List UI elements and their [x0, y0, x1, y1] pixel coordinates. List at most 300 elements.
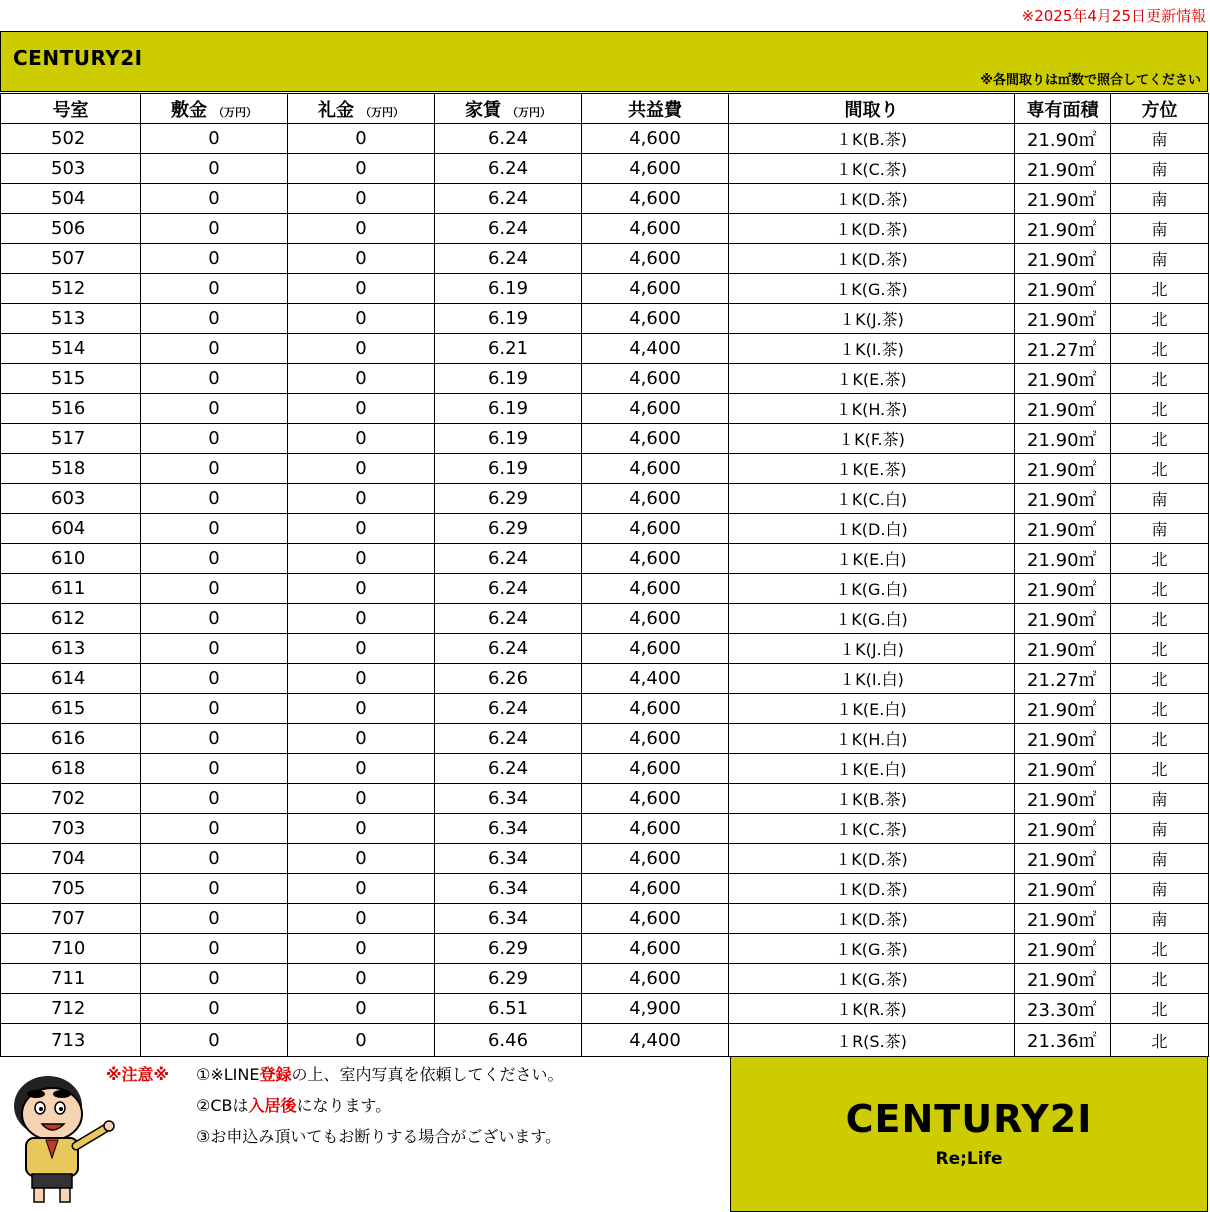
cell-key-money: 0	[288, 454, 435, 484]
cell-direction: 北	[1111, 634, 1209, 664]
table-row	[1, 184, 1209, 214]
cell-area: 21.36㎡	[1015, 1024, 1111, 1057]
table-row	[1, 1024, 1209, 1057]
cell-layout: １K(E.茶)	[729, 364, 1015, 394]
cell-rent: 6.24	[435, 544, 582, 574]
col-header-room	[1, 94, 141, 124]
cell-rent: 6.34	[435, 874, 582, 904]
cell-rent: 6.24	[435, 244, 582, 274]
cell-common-fee: 4,600	[582, 964, 729, 994]
cell-room: 616	[1, 724, 141, 754]
cell-key-money: 0	[288, 514, 435, 544]
cell-key-money: 0	[288, 154, 435, 184]
col-header-layout-label: 間取り	[844, 99, 899, 121]
cell-rent: 6.29	[435, 934, 582, 964]
cell-common-fee: 4,600	[582, 904, 729, 934]
col-header-room-label: 号室	[52, 99, 89, 121]
cell-deposit: 0	[141, 814, 288, 844]
cell-common-fee: 4,600	[582, 214, 729, 244]
cell-direction: 北	[1111, 964, 1209, 994]
cell-deposit: 0	[141, 724, 288, 754]
cell-direction: 南	[1111, 214, 1209, 244]
cell-area: 21.90㎡	[1015, 274, 1111, 304]
cell-area: 21.90㎡	[1015, 754, 1111, 784]
cell-deposit: 0	[141, 1024, 288, 1057]
col-header-deposit	[141, 94, 288, 124]
cell-area: 21.90㎡	[1015, 304, 1111, 334]
cell-deposit: 0	[141, 454, 288, 484]
col-header-deposit-unit: （万円）	[213, 105, 257, 119]
cell-layout: １K(F.茶)	[729, 424, 1015, 454]
cell-room: 704	[1, 844, 141, 874]
cell-room: 710	[1, 934, 141, 964]
cell-common-fee: 4,600	[582, 634, 729, 664]
cell-rent: 6.46	[435, 1024, 582, 1057]
cell-rent: 6.24	[435, 214, 582, 244]
cell-deposit: 0	[141, 274, 288, 304]
cell-area: 21.27㎡	[1015, 664, 1111, 694]
update-date-note: ※2025年4月25日更新情報	[1021, 7, 1206, 25]
cell-deposit: 0	[141, 664, 288, 694]
cell-rent: 6.24	[435, 634, 582, 664]
layout-note: ※各間取りは㎡数で照合してください	[980, 73, 1201, 88]
cell-direction: 北	[1111, 544, 1209, 574]
cell-common-fee: 4,600	[582, 184, 729, 214]
cell-layout: １K(D.茶)	[729, 904, 1015, 934]
cell-room: 618	[1, 754, 141, 784]
table-row	[1, 724, 1209, 754]
cell-key-money: 0	[288, 904, 435, 934]
cell-rent: 6.29	[435, 964, 582, 994]
cell-deposit: 0	[141, 544, 288, 574]
cell-common-fee: 4,600	[582, 814, 729, 844]
cell-room: 516	[1, 394, 141, 424]
cell-layout: １R(S.茶)	[729, 1024, 1015, 1057]
cell-rent: 6.24	[435, 574, 582, 604]
cell-direction: 北	[1111, 364, 1209, 394]
cell-area: 21.90㎡	[1015, 694, 1111, 724]
cell-deposit: 0	[141, 784, 288, 814]
cell-deposit: 0	[141, 304, 288, 334]
cell-direction: 南	[1111, 814, 1209, 844]
notice-2-highlight: 入居後	[248, 1096, 297, 1115]
col-header-rent-label: 家賃	[465, 99, 501, 121]
cell-rent: 6.26	[435, 664, 582, 694]
cell-deposit: 0	[141, 904, 288, 934]
cell-area: 21.90㎡	[1015, 724, 1111, 754]
cell-key-money: 0	[288, 244, 435, 274]
cell-key-money: 0	[288, 874, 435, 904]
cell-layout: １K(J.茶)	[729, 304, 1015, 334]
cell-rent: 6.24	[435, 154, 582, 184]
cell-rent: 6.34	[435, 784, 582, 814]
cell-rent: 6.24	[435, 754, 582, 784]
cell-common-fee: 4,600	[582, 244, 729, 274]
cell-direction: 北	[1111, 664, 1209, 694]
cell-direction: 北	[1111, 424, 1209, 454]
table-row	[1, 904, 1209, 934]
cell-rent: 6.24	[435, 604, 582, 634]
cell-deposit: 0	[141, 514, 288, 544]
cell-room: 512	[1, 274, 141, 304]
cell-direction: 南	[1111, 184, 1209, 214]
cell-key-money: 0	[288, 424, 435, 454]
footer-notice-area	[0, 1056, 730, 1212]
cell-layout: １K(E.白)	[729, 544, 1015, 574]
cell-common-fee: 4,600	[582, 754, 729, 784]
table-body	[1, 124, 1209, 1057]
cell-rent: 6.24	[435, 124, 582, 154]
cell-deposit: 0	[141, 754, 288, 784]
cell-room: 503	[1, 154, 141, 184]
cell-direction: 北	[1111, 754, 1209, 784]
cell-common-fee: 4,600	[582, 784, 729, 814]
cell-layout: １K(G.茶)	[729, 934, 1015, 964]
cell-layout: １K(C.白)	[729, 484, 1015, 514]
cell-key-money: 0	[288, 574, 435, 604]
table-row	[1, 454, 1209, 484]
caution-label: ※注意※	[106, 1065, 170, 1084]
notice-1-text-b: の上、室内写真を依頼してください。	[291, 1065, 564, 1084]
table-row	[1, 364, 1209, 394]
table-row	[1, 784, 1209, 814]
table-row	[1, 244, 1209, 274]
cell-common-fee: 4,600	[582, 694, 729, 724]
cell-layout: １K(D.茶)	[729, 244, 1015, 274]
cell-room: 507	[1, 244, 141, 274]
table-row	[1, 304, 1209, 334]
col-header-deposit-label: 敷金	[171, 99, 207, 121]
cell-deposit: 0	[141, 604, 288, 634]
cell-direction: 北	[1111, 274, 1209, 304]
col-header-common-fee	[582, 94, 729, 124]
cell-room: 504	[1, 184, 141, 214]
col-header-area-label: 専有面積	[1026, 99, 1099, 121]
cell-common-fee: 4,600	[582, 154, 729, 184]
notice-line-2	[196, 1093, 391, 1116]
cell-room: 603	[1, 484, 141, 514]
footer-tagline: Re;Life	[935, 1149, 1003, 1169]
cell-area: 21.90㎡	[1015, 844, 1111, 874]
cell-layout: １K(B.茶)	[729, 784, 1015, 814]
cell-common-fee: 4,600	[582, 724, 729, 754]
cell-key-money: 0	[288, 724, 435, 754]
notice-2-text-a: ②CBは	[196, 1096, 249, 1115]
cell-area: 21.90㎡	[1015, 454, 1111, 484]
cell-room: 502	[1, 124, 141, 154]
cell-rent: 6.19	[435, 274, 582, 304]
table-row	[1, 994, 1209, 1024]
cell-room: 612	[1, 604, 141, 634]
cell-layout: １K(G.白)	[729, 604, 1015, 634]
cell-room: 707	[1, 904, 141, 934]
col-header-area	[1015, 94, 1111, 124]
cell-room: 517	[1, 424, 141, 454]
cell-room: 615	[1, 694, 141, 724]
cell-direction: 南	[1111, 844, 1209, 874]
cell-rent: 6.24	[435, 724, 582, 754]
table-row	[1, 154, 1209, 184]
table-row	[1, 814, 1209, 844]
cell-direction: 南	[1111, 124, 1209, 154]
notice-line-3: ③お申込み頂いてもお断りする場合がございます。	[196, 1127, 562, 1146]
table-row	[1, 514, 1209, 544]
cell-room: 513	[1, 304, 141, 334]
cell-rent: 6.24	[435, 184, 582, 214]
cell-room: 613	[1, 634, 141, 664]
cell-key-money: 0	[288, 334, 435, 364]
cell-direction: 北	[1111, 934, 1209, 964]
cell-direction: 北	[1111, 454, 1209, 484]
cell-direction: 北	[1111, 574, 1209, 604]
cell-deposit: 0	[141, 424, 288, 454]
cell-area: 21.90㎡	[1015, 364, 1111, 394]
cell-key-money: 0	[288, 544, 435, 574]
table-row	[1, 124, 1209, 154]
table-row	[1, 754, 1209, 784]
cell-key-money: 0	[288, 274, 435, 304]
cell-area: 21.90㎡	[1015, 544, 1111, 574]
cell-common-fee: 4,600	[582, 604, 729, 634]
cell-direction: 北	[1111, 604, 1209, 634]
cell-key-money: 0	[288, 994, 435, 1024]
cell-room: 611	[1, 574, 141, 604]
cell-room: 518	[1, 454, 141, 484]
cell-area: 21.90㎡	[1015, 184, 1111, 214]
cell-area: 21.90㎡	[1015, 814, 1111, 844]
cell-key-money: 0	[288, 394, 435, 424]
cell-rent: 6.19	[435, 454, 582, 484]
cell-direction: 北	[1111, 694, 1209, 724]
cell-layout: １K(B.茶)	[729, 124, 1015, 154]
cell-room: 515	[1, 364, 141, 394]
cell-rent: 6.51	[435, 994, 582, 1024]
cell-deposit: 0	[141, 334, 288, 364]
cell-area: 21.90㎡	[1015, 634, 1111, 664]
cell-key-money: 0	[288, 754, 435, 784]
cell-direction: 北	[1111, 724, 1209, 754]
notice-2-text-b: になります。	[296, 1096, 392, 1115]
cell-key-money: 0	[288, 664, 435, 694]
cell-room: 614	[1, 664, 141, 694]
cell-area: 21.27㎡	[1015, 334, 1111, 364]
cell-common-fee: 4,600	[582, 364, 729, 394]
table-row	[1, 544, 1209, 574]
cell-common-fee: 4,900	[582, 994, 729, 1024]
cell-deposit: 0	[141, 484, 288, 514]
cell-common-fee: 4,600	[582, 874, 729, 904]
cell-key-money: 0	[288, 184, 435, 214]
cell-area: 21.90㎡	[1015, 124, 1111, 154]
cell-direction: 南	[1111, 514, 1209, 544]
col-header-direction	[1111, 94, 1209, 124]
cell-area: 21.90㎡	[1015, 964, 1111, 994]
header-banner	[0, 31, 1208, 92]
cell-common-fee: 4,600	[582, 514, 729, 544]
cell-common-fee: 4,600	[582, 274, 729, 304]
cell-key-money: 0	[288, 964, 435, 994]
cell-deposit: 0	[141, 934, 288, 964]
table-row	[1, 574, 1209, 604]
table-row	[1, 484, 1209, 514]
cell-room: 712	[1, 994, 141, 1024]
cell-key-money: 0	[288, 124, 435, 154]
cell-deposit: 0	[141, 154, 288, 184]
cell-direction: 北	[1111, 1024, 1209, 1057]
cell-key-money: 0	[288, 634, 435, 664]
cell-common-fee: 4,600	[582, 844, 729, 874]
cell-deposit: 0	[141, 994, 288, 1024]
cell-direction: 北	[1111, 994, 1209, 1024]
cell-key-money: 0	[288, 604, 435, 634]
cell-deposit: 0	[141, 244, 288, 274]
col-header-key-money	[288, 94, 435, 124]
cell-common-fee: 4,400	[582, 664, 729, 694]
table-row	[1, 634, 1209, 664]
cell-common-fee: 4,400	[582, 1024, 729, 1057]
cell-area: 21.90㎡	[1015, 784, 1111, 814]
table-row	[1, 694, 1209, 724]
cell-key-money: 0	[288, 934, 435, 964]
cell-rent: 6.34	[435, 904, 582, 934]
cell-common-fee: 4,600	[582, 424, 729, 454]
cell-rent: 6.24	[435, 694, 582, 724]
cell-room: 711	[1, 964, 141, 994]
cell-layout: １K(G.茶)	[729, 964, 1015, 994]
col-header-rent-unit: （万円）	[507, 105, 551, 119]
cell-area: 21.90㎡	[1015, 214, 1111, 244]
cell-direction: 南	[1111, 484, 1209, 514]
cell-area: 21.90㎡	[1015, 514, 1111, 544]
cell-key-money: 0	[288, 694, 435, 724]
cell-key-money: 0	[288, 364, 435, 394]
cell-key-money: 0	[288, 304, 435, 334]
cell-room: 506	[1, 214, 141, 244]
cell-layout: １K(C.茶)	[729, 814, 1015, 844]
table-row	[1, 334, 1209, 364]
cell-direction: 南	[1111, 874, 1209, 904]
cell-room: 702	[1, 784, 141, 814]
cell-key-money: 0	[288, 484, 435, 514]
cell-room: 703	[1, 814, 141, 844]
cell-rent: 6.34	[435, 844, 582, 874]
cell-deposit: 0	[141, 124, 288, 154]
brand-logo: CENTURY2Ⅰ	[13, 46, 143, 70]
cell-rent: 6.19	[435, 304, 582, 334]
cell-deposit: 0	[141, 214, 288, 244]
cell-common-fee: 4,600	[582, 934, 729, 964]
cell-layout: １K(D.茶)	[729, 214, 1015, 244]
col-header-common-fee-label: 共益費	[628, 99, 682, 121]
cell-common-fee: 4,400	[582, 334, 729, 364]
table-row	[1, 934, 1209, 964]
cell-area: 21.90㎡	[1015, 934, 1111, 964]
cell-common-fee: 4,600	[582, 454, 729, 484]
cell-room: 705	[1, 874, 141, 904]
cell-area: 21.90㎡	[1015, 574, 1111, 604]
cell-area: 21.90㎡	[1015, 154, 1111, 184]
cell-key-money: 0	[288, 214, 435, 244]
cell-layout: １K(I.茶)	[729, 334, 1015, 364]
cell-common-fee: 4,600	[582, 484, 729, 514]
cell-rent: 6.21	[435, 334, 582, 364]
footer-brand-logo: CENTURY2Ⅰ	[845, 1097, 1093, 1141]
cell-deposit: 0	[141, 364, 288, 394]
col-header-key-money-unit: （万円）	[360, 105, 404, 119]
table-row	[1, 214, 1209, 244]
col-header-rent	[435, 94, 582, 124]
col-header-layout	[729, 94, 1015, 124]
cell-room: 610	[1, 544, 141, 574]
cell-layout: １K(D.白)	[729, 514, 1015, 544]
cell-common-fee: 4,600	[582, 124, 729, 154]
cell-rent: 6.19	[435, 394, 582, 424]
cell-rent: 6.29	[435, 514, 582, 544]
cell-common-fee: 4,600	[582, 394, 729, 424]
notice-1-text-a: ①※LINE	[196, 1065, 260, 1084]
table-row	[1, 274, 1209, 304]
cell-area: 21.90㎡	[1015, 874, 1111, 904]
cell-direction: 南	[1111, 154, 1209, 184]
cell-common-fee: 4,600	[582, 544, 729, 574]
cell-layout: １K(R.茶)	[729, 994, 1015, 1024]
cell-layout: １K(D.茶)	[729, 184, 1015, 214]
notice-1-highlight: 登録	[259, 1065, 292, 1084]
cell-rent: 6.34	[435, 814, 582, 844]
cell-deposit: 0	[141, 694, 288, 724]
cell-direction: 南	[1111, 784, 1209, 814]
cartoon-boy-pointing-icon	[6, 1066, 116, 1206]
cell-direction: 南	[1111, 244, 1209, 274]
cell-area: 21.90㎡	[1015, 424, 1111, 454]
col-header-key-money-label: 礼金	[318, 99, 354, 121]
cell-area: 21.90㎡	[1015, 394, 1111, 424]
cell-room: 604	[1, 514, 141, 544]
cell-direction: 南	[1111, 904, 1209, 934]
cell-common-fee: 4,600	[582, 304, 729, 334]
cell-deposit: 0	[141, 964, 288, 994]
notice-line-1	[196, 1062, 564, 1085]
cell-deposit: 0	[141, 634, 288, 664]
cell-deposit: 0	[141, 844, 288, 874]
table-row	[1, 664, 1209, 694]
rooms-table	[0, 93, 1209, 1057]
cell-layout: １K(H.茶)	[729, 394, 1015, 424]
cell-room: 713	[1, 1024, 141, 1057]
cell-rent: 6.19	[435, 364, 582, 394]
cell-direction: 北	[1111, 304, 1209, 334]
cell-direction: 北	[1111, 334, 1209, 364]
cell-layout: １K(G.白)	[729, 574, 1015, 604]
cell-key-money: 0	[288, 784, 435, 814]
cell-direction: 北	[1111, 394, 1209, 424]
table-row	[1, 394, 1209, 424]
cell-layout: １K(G.茶)	[729, 274, 1015, 304]
cell-layout: １K(J.白)	[729, 634, 1015, 664]
table-row	[1, 424, 1209, 454]
cell-deposit: 0	[141, 574, 288, 604]
cell-area: 23.30㎡	[1015, 994, 1111, 1024]
cell-key-money: 0	[288, 844, 435, 874]
cell-layout: １K(D.茶)	[729, 844, 1015, 874]
cell-deposit: 0	[141, 184, 288, 214]
cell-key-money: 0	[288, 814, 435, 844]
cell-deposit: 0	[141, 874, 288, 904]
cell-layout: １K(E.茶)	[729, 454, 1015, 484]
col-header-direction-label: 方位	[1141, 99, 1178, 121]
cell-layout: １K(I.白)	[729, 664, 1015, 694]
cell-layout: １K(C.茶)	[729, 154, 1015, 184]
